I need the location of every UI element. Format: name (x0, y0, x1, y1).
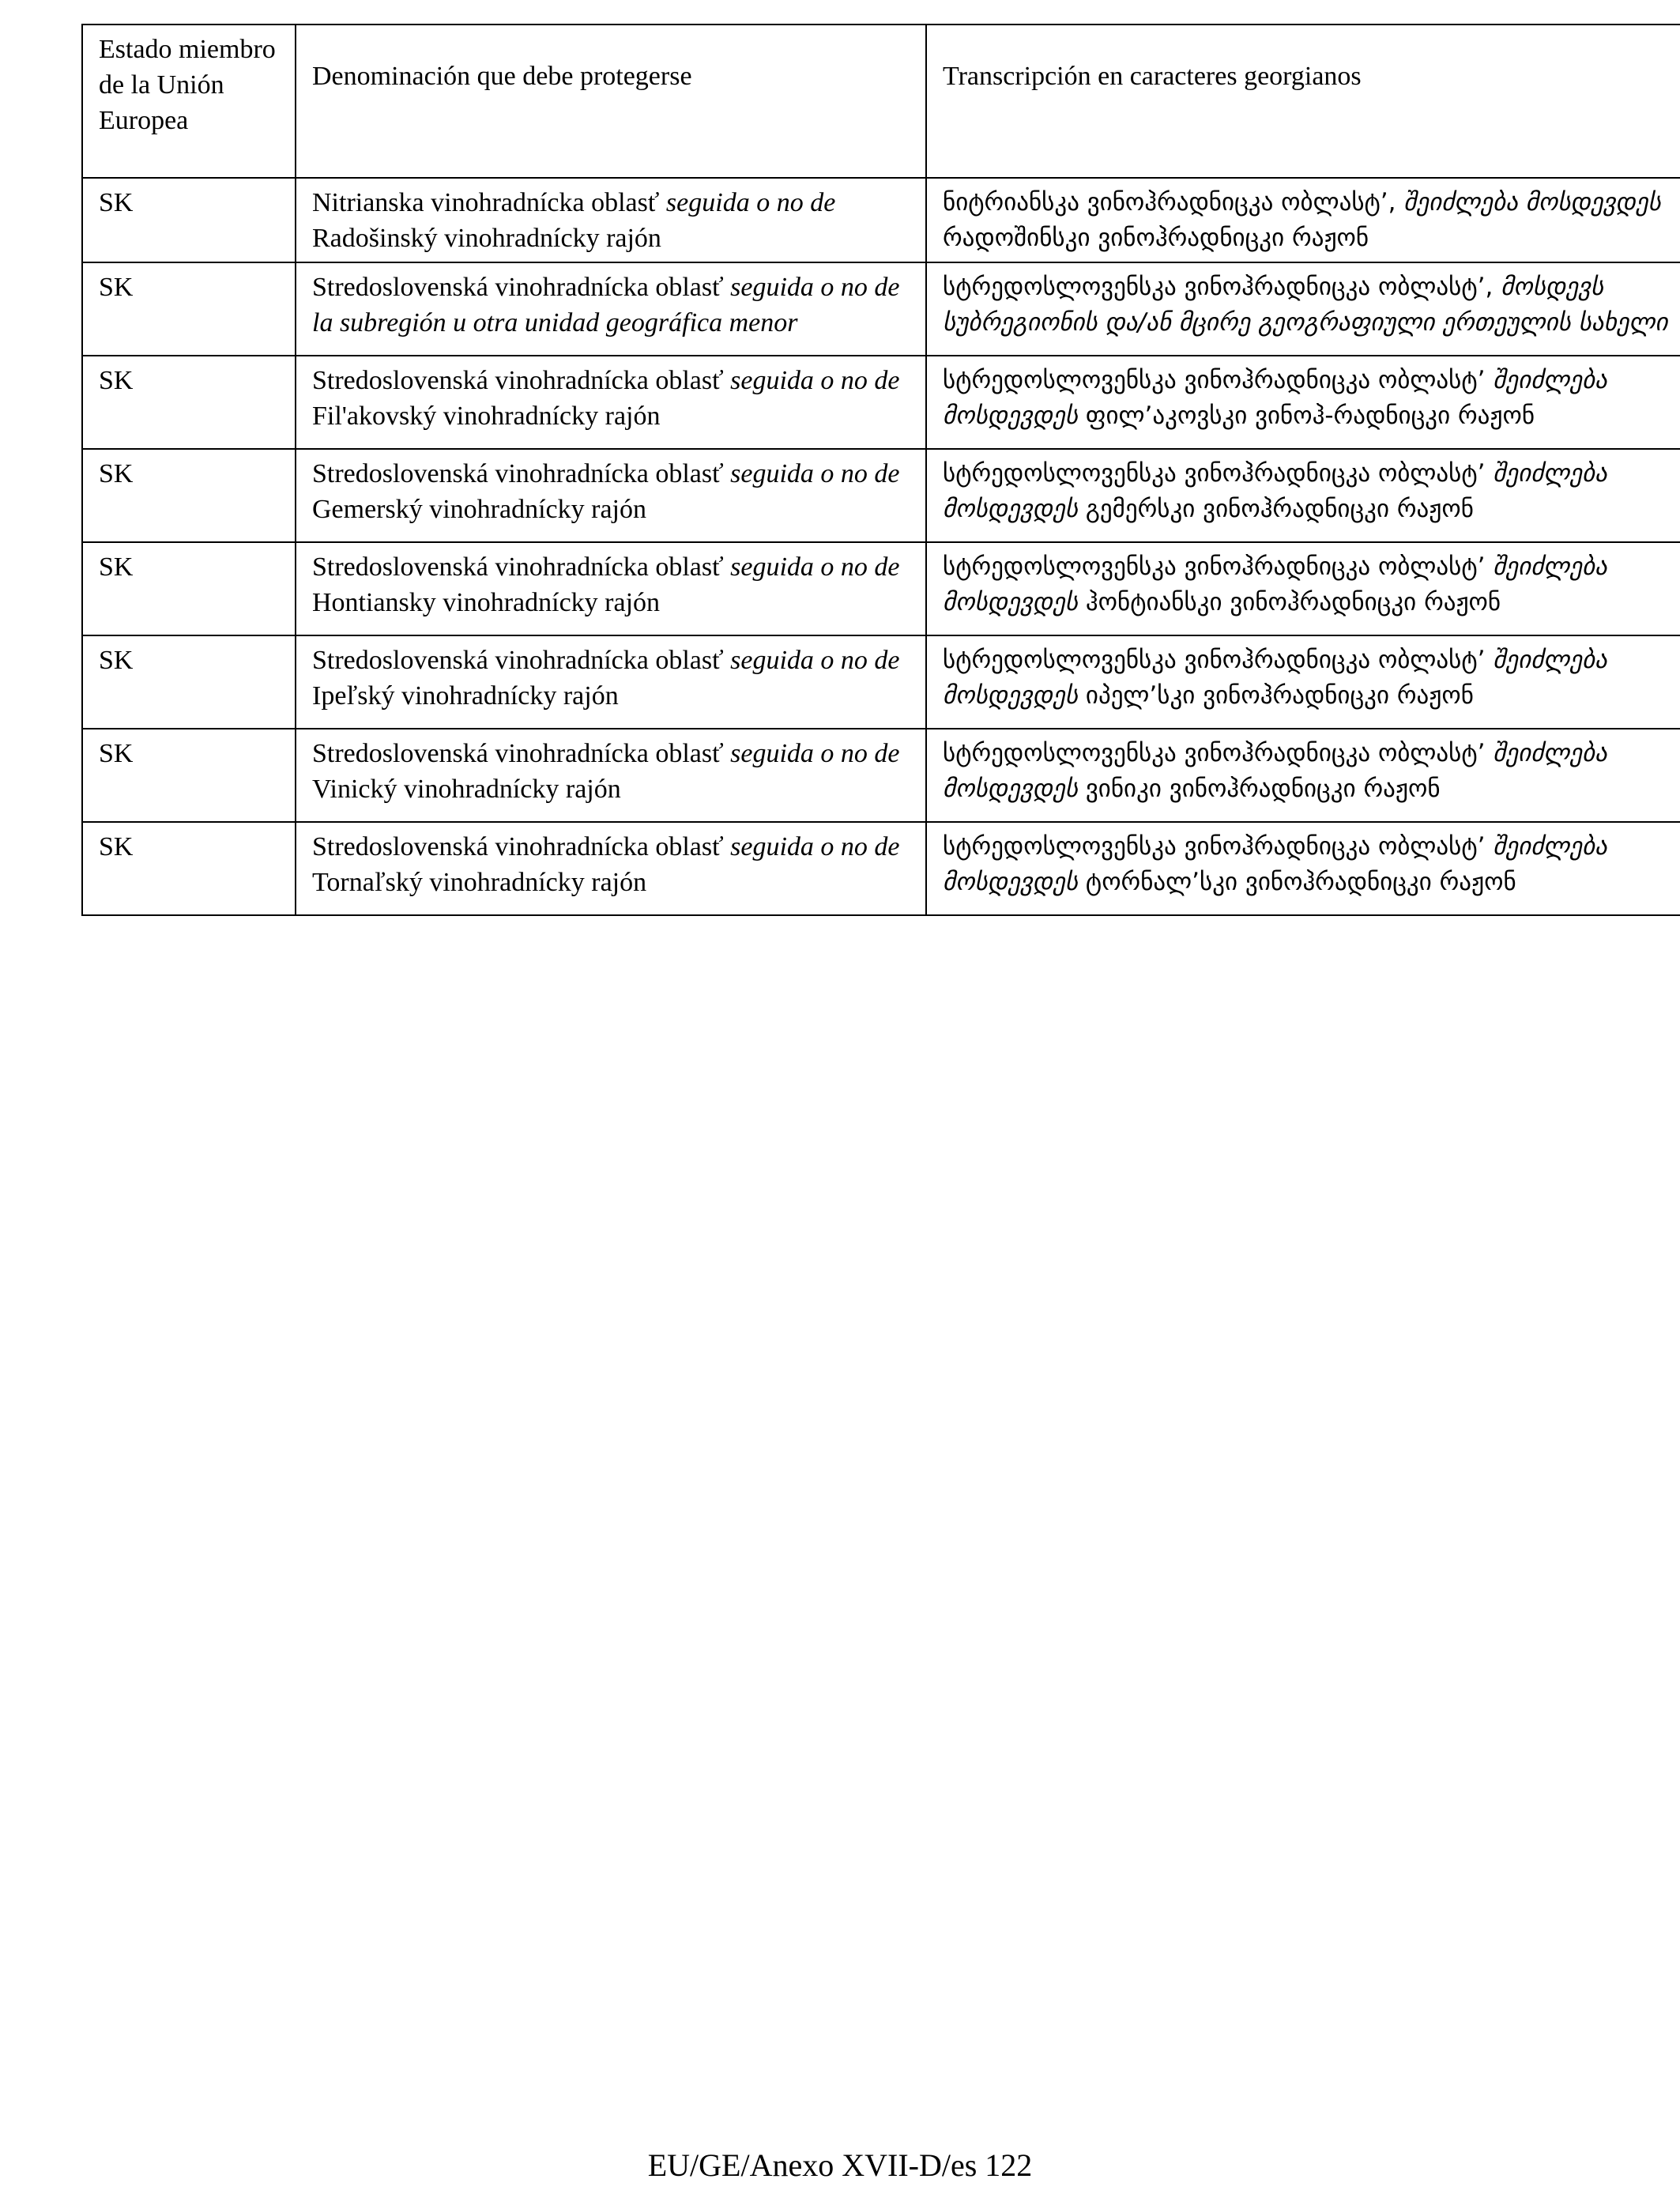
georgian-transcription-cell: ნიტრიანსკა ვინოჰრადნიცკა ობლასტ’, შეიძლება მოსდევდეს რადოშინსკი ვინოჰრადნიცკი რაჟონ (926, 178, 1680, 262)
table-header-row (82, 25, 1680, 178)
georgian-transcription-cell: სტრედოსლოვენსკა ვინოჰრადნიცკა ობლასტ’ შეიძლება მოსდევდეს ჰონტიანსკი ვინოჰრადნიცკი რაჟონ (926, 542, 1680, 635)
denomination-cell: Stredoslovenská vinohradnícka oblasť seguida o no de Ipeľský vinohradnícky rajón (296, 635, 926, 729)
table-row (82, 822, 1680, 915)
georgian-transcription-cell: სტრედოსლოვენსკა ვინოჰრადნიცკა ობლასტ’ შეიძლება მოსდევდეს იპელ’სკი ვინოჰრადნიცკი რაჟონ (926, 635, 1680, 729)
member-state-cell: SK (82, 542, 296, 635)
page-footer-reference: EU/GE/Anexo XVII-D/es 122 (647, 2147, 1033, 2183)
georgian-transcription-cell: სტრედოსლოვენსკა ვინოჰრადნიცკა ობლასტ’ შეიძლება მოსდევდეს ფილ’აკოვსკი ვინოჰ-რადნიცკი რაჟონ (926, 356, 1680, 449)
member-state-cell: SK (82, 822, 296, 915)
header-transcription: Transcripción en caracteres georgianos (926, 25, 1680, 178)
denomination-cell: Nitrianska vinohradnícka oblasť seguida o no de Radošinský vinohradnícky rajón (296, 178, 926, 262)
header-member-state: Estado miembro de la Unión Europea (82, 25, 296, 178)
member-state-cell: SK (82, 262, 296, 356)
member-state-cell: SK (82, 449, 296, 542)
member-state-cell: SK (82, 178, 296, 262)
georgian-transcription-cell: სტრედოსლოვენსკა ვინოჰრადნიცკა ობლასტ’, მოსდევს სუბრეგიონის და/ან მცირე გეოგრაფიული ერთეულის სახელი (926, 262, 1680, 356)
table-row (82, 449, 1680, 542)
table-row (82, 356, 1680, 449)
table-row (82, 729, 1680, 822)
header-denomination: Denominación que debe protegerse (296, 25, 926, 178)
table-row (82, 262, 1680, 356)
denomination-cell: Stredoslovenská vinohradnícka oblasť seguida o no de Hontiansky vinohradnícky rajón (296, 542, 926, 635)
georgian-transcription-cell: სტრედოსლოვენსკა ვინოჰრადნიცკა ობლასტ’ შეიძლება მოსდევდეს ვინიკი ვინოჰრადნიცკი რაჟონ (926, 729, 1680, 822)
denominations-table (81, 24, 1680, 916)
georgian-transcription-cell: სტრედოსლოვენსკა ვინოჰრადნიცკა ობლასტ’ შეიძლება მოსდევდეს ტორნალ’სკი ვინოჰრადნიცკი რაჟონ (926, 822, 1680, 915)
member-state-cell: SK (82, 729, 296, 822)
member-state-cell: SK (82, 635, 296, 729)
member-state-cell: SK (82, 356, 296, 449)
denomination-cell: Stredoslovenská vinohradnícka oblasť seguida o no de Tornaľský vinohradnícky rajón (296, 822, 926, 915)
table-row (82, 542, 1680, 635)
denomination-cell: Stredoslovenská vinohradnícka oblasť seguida o no de Fil'akovský vinohradnícky rajón (296, 356, 926, 449)
denomination-cell: Stredoslovenská vinohradnícka oblasť seguida o no de Gemerský vinohradnícky rajón (296, 449, 926, 542)
georgian-transcription-cell: სტრედოსლოვენსკა ვინოჰრადნიცკა ობლასტ’ შეიძლება მოსდევდეს გემერსკი ვინოჰრადნიცკი რაჟონ (926, 449, 1680, 542)
table-row (82, 178, 1680, 262)
denomination-cell: Stredoslovenská vinohradnícka oblasť seguida o no de Vinický vinohradnícky rajón (296, 729, 926, 822)
denomination-cell: Stredoslovenská vinohradnícka oblasť seguida o no de la subregión u otra unidad geográfica menor (296, 262, 926, 356)
table-row (82, 635, 1680, 729)
